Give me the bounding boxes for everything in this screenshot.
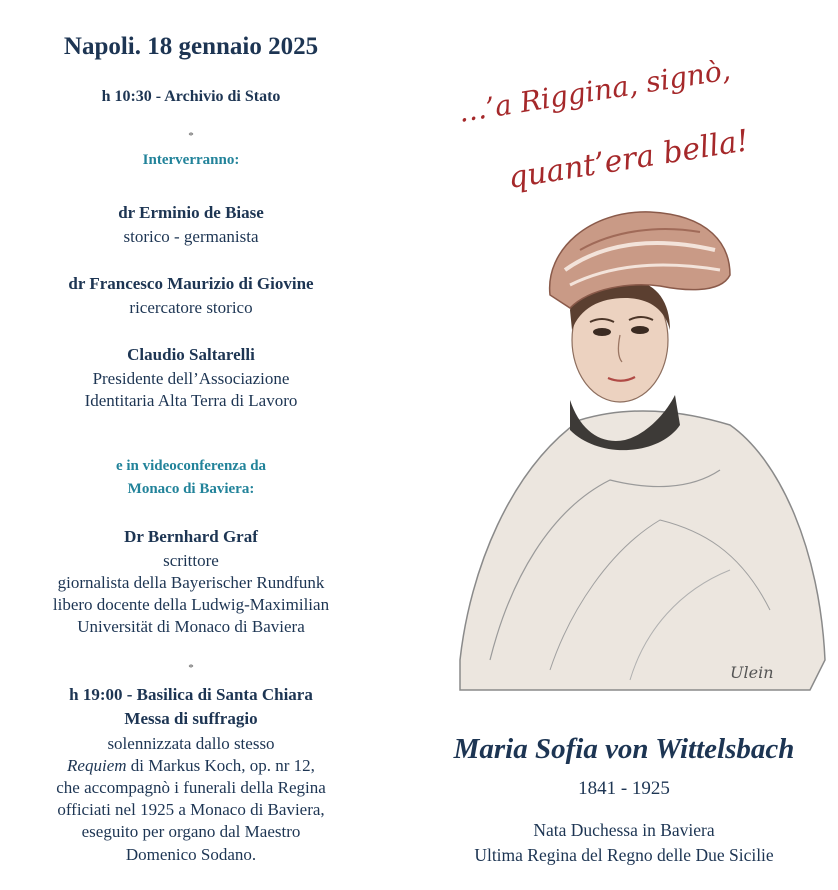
queen-name: Maria Sofia von Wittelsbach: [453, 733, 795, 765]
mass-description: eseguito per organo dal Maestro: [81, 822, 301, 841]
title-column: [410, 0, 838, 890]
speaker-name: dr Erminio de Biase: [118, 203, 264, 222]
evening-session: h 19:00 - Basilica di Santa Chiara: [69, 685, 313, 704]
morning-session: h 10:30 - Archivio di Stato: [101, 88, 281, 105]
life-years: 1841 - 1925: [578, 778, 670, 799]
video-speaker-role: Universität di Monaco di Baviera: [77, 617, 305, 636]
motto-line-2: quant’era bella!: [505, 123, 752, 196]
video-heading: Monaco di Baviera:: [127, 481, 255, 497]
speaker-role: ricercatore storico: [129, 298, 253, 317]
requiem-word: Requiem: [67, 756, 127, 775]
video-speaker-role: scrittore: [163, 551, 219, 570]
mass-description: che accompagnò i funerali della Regina: [56, 778, 326, 797]
speaker-name: Claudio Saltarelli: [127, 345, 255, 364]
subtitle-line-2: Ultima Regina del Regno delle Due Sicilie: [474, 845, 774, 865]
speaker-role: storico - germanista: [123, 227, 259, 246]
mass-description: solennizzata dallo stesso: [107, 734, 275, 753]
mass-title: Messa di suffragio: [124, 709, 258, 728]
video-speaker-role: giornalista della Bayerischer Rundfunk: [57, 573, 325, 592]
video-heading: e in videoconferenza da: [115, 458, 267, 474]
event-date: Napoli. 18 gennaio 2025: [63, 33, 319, 60]
mass-description: officiati nel 1925 a Monaco di Baviera,: [57, 800, 325, 819]
speakers-heading: Interverranno:: [142, 152, 240, 168]
separator-star: *: [188, 662, 194, 674]
mass-description: Domenico Sodano.: [125, 845, 257, 864]
speaker-role: Identitaria Alta Terra di Lavoro: [84, 391, 298, 410]
subtitle-line-1: Nata Duchessa in Baviera: [533, 820, 715, 840]
program-column: [0, 0, 382, 890]
speaker-role: Presidente dell’Associazione: [92, 369, 290, 388]
speaker-name: dr Francesco Maurizio di Giovine: [68, 274, 314, 293]
video-speaker-role: libero docente della Ludwig-Maximilian: [52, 595, 330, 614]
artist-signature: Ulein: [730, 663, 774, 682]
video-speaker-name: Dr Bernhard Graf: [124, 527, 258, 546]
separator-star: *: [188, 130, 194, 142]
motto-line-1: …’a Riggina, signò,: [455, 60, 733, 129]
mass-description: Requiem di Markus Koch, op. nr 12,: [67, 756, 315, 775]
